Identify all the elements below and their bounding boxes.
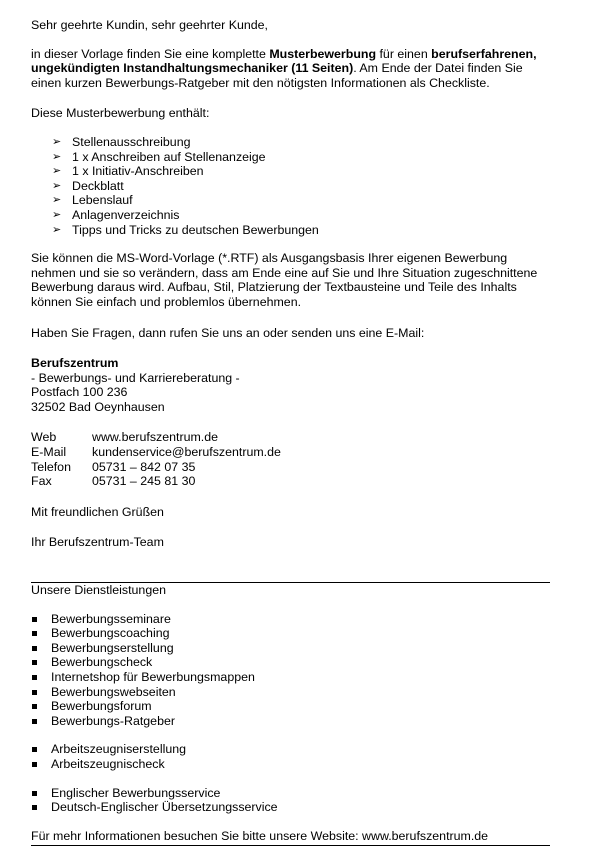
square-bullet-icon: [32, 747, 37, 752]
intro-text-3: . Am Ende der Datei finden Sie einen kurzen Bewerbungs-Ratgeber mit den nötigsten Informationen als Checkliste.: [31, 61, 523, 90]
list-item: ➢ 1 x Anschreiben auf Stellenanzeige: [52, 149, 266, 164]
square-bullet-icon: [32, 646, 37, 651]
list-item: Bewerbungsseminare: [31, 612, 551, 627]
services-list-1: [31, 612, 551, 729]
contact-row-fax: [31, 474, 551, 489]
signature: Ihr Berufszentrum-Team: [31, 535, 164, 550]
list-item: ➢ Lebenslauf: [52, 193, 133, 208]
contact-value: 05731 – 245 81 30: [92, 474, 196, 489]
list-item: Bewerbungswebseiten: [31, 685, 551, 700]
list-item: Bewerbungserstellung: [31, 641, 551, 656]
contents-list: [31, 135, 551, 237]
services-heading: Unsere Dienstleistungen: [31, 583, 166, 598]
document-page: [31, 18, 551, 846]
contact-label: Telefon: [31, 459, 71, 474]
list-item: Bewerbungscheck: [31, 655, 551, 670]
square-bullet-icon: [32, 617, 37, 622]
company-subtitle: - Bewerbungs- und Karriereberatung -: [31, 370, 240, 385]
company-name: Berufszentrum: [31, 356, 119, 371]
intro-text-1: in dieser Vorlage finden Sie eine komplette: [31, 46, 270, 61]
arrow-bullet-icon: ➢: [52, 223, 62, 236]
contact-row-email: [31, 445, 551, 460]
footer-text: Für mehr Informationen besuchen Sie bitte unsere Website: www.berufszentrum.de: [31, 828, 489, 843]
address-street: Postfach 100 236: [31, 385, 128, 400]
address-block: [31, 356, 551, 414]
contact-value: www.berufszentrum.de: [92, 430, 219, 445]
arrow-bullet-icon: ➢: [52, 165, 62, 178]
contents-heading: Diese Musterbewerbung enthält:: [31, 106, 210, 121]
questions-paragraph: Haben Sie Fragen, dann rufen Sie uns an oder senden uns eine E-Mail:: [31, 325, 425, 340]
list-item: Bewerbungsforum: [31, 699, 551, 714]
list-item: ➢ 1 x Initiativ-Anschreiben: [52, 164, 204, 179]
square-bullet-icon: [32, 719, 37, 724]
contact-label: Fax: [31, 474, 52, 489]
arrow-bullet-icon: ➢: [52, 150, 62, 163]
square-bullet-icon: [32, 791, 37, 796]
square-bullet-icon: [32, 631, 37, 636]
contact-row-web: [31, 430, 551, 445]
usage-paragraph: Sie können die MS-Word-Vorlage (*.RTF) als Ausgangsbasis Ihrer eigenen Bewerbung nehmen und sie so verändern, dass am Ende eine auf Sie und Ihre Situation zugeschnittene Bewerbung daraus wird. Aufbau, Stil, Platzierung der Textbausteine und Teile des Inhalts können Sie einfach und problemlos übernehmen.: [31, 251, 538, 309]
intro-paragraph: [31, 47, 551, 91]
closing: Mit freundlichen Grüßen: [31, 504, 164, 519]
intro-text-2: für einen: [376, 46, 432, 61]
square-bullet-icon: [32, 805, 37, 810]
address-city: 32502 Bad Oeynhausen: [31, 399, 165, 414]
list-item: Deutsch-Englischer Übersetzungsservice: [31, 800, 551, 815]
square-bullet-icon: [32, 675, 37, 680]
list-item: ➢ Stellenausschreibung: [52, 134, 191, 149]
list-item: Bewerbungs-Ratgeber: [31, 714, 551, 729]
list-item: Arbeitszeugnischeck: [31, 757, 551, 772]
list-item: Arbeitszeugniserstellung: [31, 742, 551, 757]
contact-label: E-Mail: [31, 445, 67, 460]
square-bullet-icon: [32, 690, 37, 695]
list-item: Englischer Bewerbungsservice: [31, 786, 551, 801]
contact-label: Web: [31, 430, 57, 445]
arrow-bullet-icon: ➢: [52, 208, 62, 221]
contact-value: 05731 – 842 07 35: [92, 459, 196, 474]
intro-bold-1: Musterbewerbung: [269, 46, 377, 61]
intro-bold-2: berufserfahrenen, ungekündigten Instandhaltungsmechaniker (11 Seiten): [31, 46, 537, 76]
list-item: Bewerbungscoaching: [31, 626, 551, 641]
arrow-bullet-icon: ➢: [52, 194, 62, 207]
square-bullet-icon: [32, 660, 37, 665]
square-bullet-icon: [32, 762, 37, 767]
contact-value: kundenservice@berufszentrum.de: [92, 445, 281, 460]
footer-divider-line: [31, 845, 550, 846]
arrow-bullet-icon: ➢: [52, 179, 62, 192]
contact-block: [31, 430, 551, 488]
contact-row-phone: [31, 460, 551, 475]
arrow-bullet-icon: ➢: [52, 135, 62, 148]
services-list-3: [31, 786, 551, 815]
square-bullet-icon: [32, 704, 37, 709]
salutation: Sehr geehrte Kundin, sehr geehrter Kunde,: [31, 18, 268, 32]
services-list-2: [31, 742, 551, 771]
list-item: ➢ Tipps und Tricks zu deutschen Bewerbungen: [52, 222, 319, 237]
list-item: Internetshop für Bewerbungsmappen: [31, 670, 551, 685]
list-item: ➢ Anlagenverzeichnis: [52, 207, 180, 222]
list-item: ➢ Deckblatt: [52, 178, 124, 193]
